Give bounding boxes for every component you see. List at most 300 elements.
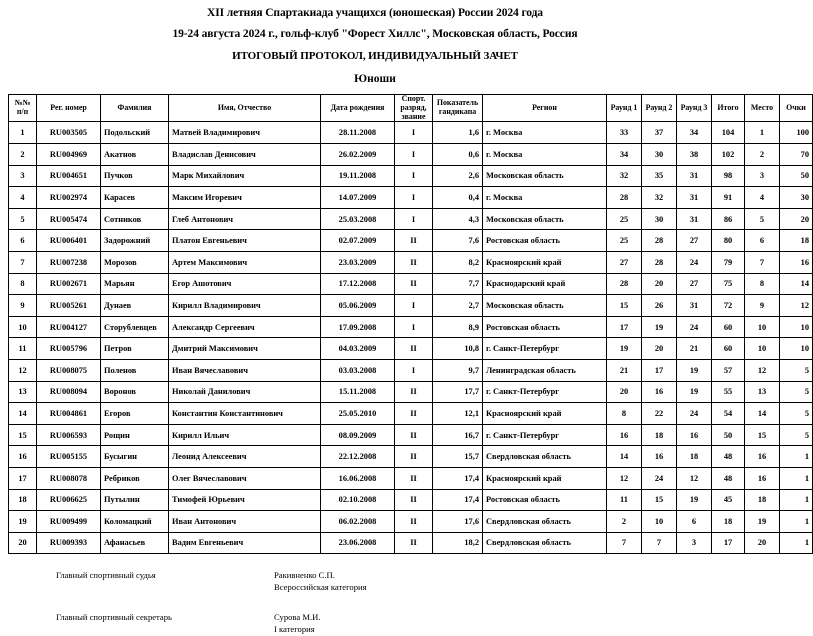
cell-place: 6 [745,230,780,252]
cell-round3: 12 [677,467,712,489]
cell-round2: 19 [642,316,677,338]
cell-region: г. Москва [483,122,607,144]
cell-number: 9 [9,295,37,317]
cell-round3: 6 [677,511,712,533]
document-headings [0,0,750,86]
cell-first-patronymic: Максим Игоревич [169,187,321,209]
cell-birth-date: 08.09.2009 [321,424,395,446]
cell-place: 16 [745,446,780,468]
table-row [9,446,813,468]
cell-total: 91 [712,187,745,209]
cell-last-name: Бусыгин [101,446,169,468]
cell-sport-rank: II [395,230,433,252]
signature-role: Главный спортивный секретарь [56,612,172,623]
cell-number: 13 [9,381,37,403]
cell-handicap: 2,7 [433,295,483,317]
cell-reg-number: RU008094 [37,381,101,403]
column-header-place: Место [745,94,780,122]
table-row [9,187,813,209]
cell-round3: 16 [677,424,712,446]
column-header-reg-number: Рег. номер [37,94,101,122]
cell-region: г. Санкт-Петербург [483,381,607,403]
cell-round2: 30 [642,208,677,230]
cell-points: 10 [780,338,813,360]
cell-round3: 18 [677,446,712,468]
cell-round2: 28 [642,230,677,252]
cell-points: 5 [780,424,813,446]
cell-number: 3 [9,165,37,187]
cell-reg-number: RU004651 [37,165,101,187]
cell-round3: 19 [677,489,712,511]
table-row [9,338,813,360]
cell-round2: 15 [642,489,677,511]
cell-last-name: Карасев [101,187,169,209]
cell-region: г. Москва [483,144,607,166]
cell-round1: 14 [607,446,642,468]
cell-birth-date: 17.09.2008 [321,316,395,338]
cell-last-name: Задорожний [101,230,169,252]
cell-total: 86 [712,208,745,230]
results-table-body [9,122,813,554]
table-row [9,251,813,273]
cell-reg-number: RU008075 [37,359,101,381]
cell-handicap: 2,6 [433,165,483,187]
cell-round2: 10 [642,511,677,533]
cell-handicap: 10,8 [433,338,483,360]
cell-points: 5 [780,403,813,425]
cell-total: 55 [712,381,745,403]
table-row [9,144,813,166]
column-header-round1: Раунд 1 [607,94,642,122]
cell-reg-number: RU006401 [37,230,101,252]
cell-place: 20 [745,532,780,554]
cell-number: 19 [9,511,37,533]
signature-block [0,570,750,635]
signature-category: I категория [274,624,315,635]
cell-place: 10 [745,338,780,360]
column-header-points: Очки [780,94,813,122]
cell-round2: 17 [642,359,677,381]
cell-total: 45 [712,489,745,511]
table-row [9,208,813,230]
cell-round1: 27 [607,251,642,273]
cell-birth-date: 15.11.2008 [321,381,395,403]
cell-round1: 17 [607,316,642,338]
cell-round1: 19 [607,338,642,360]
cell-handicap: 16,7 [433,424,483,446]
cell-region: Ленинградская область [483,359,607,381]
cell-number: 17 [9,467,37,489]
cell-round2: 26 [642,295,677,317]
cell-points: 1 [780,489,813,511]
event-venue-subtitle: 19-24 августа 2024 г., гольф-клуб "Форест Хиллс", Московская область, Россия [172,28,578,41]
cell-first-patronymic: Олег Вячеславович [169,467,321,489]
cell-handicap: 18,2 [433,532,483,554]
cell-region: Московская область [483,165,607,187]
cell-points: 1 [780,532,813,554]
column-header-round3: Раунд 3 [677,94,712,122]
cell-sport-rank: I [395,316,433,338]
cell-first-patronymic: Глеб Антонович [169,208,321,230]
cell-sport-rank: I [395,359,433,381]
cell-round3: 27 [677,273,712,295]
table-row [9,381,813,403]
cell-round2: 28 [642,251,677,273]
column-header-last-name: Фамилия [101,94,169,122]
cell-birth-date: 19.11.2008 [321,165,395,187]
cell-last-name: Воронов [101,381,169,403]
cell-reg-number: RU004969 [37,144,101,166]
table-row [9,467,813,489]
cell-round3: 24 [677,316,712,338]
results-table [8,94,813,554]
cell-round3: 38 [677,144,712,166]
cell-points: 16 [780,251,813,273]
signature-category: Всероссийская категория [274,581,367,592]
cell-first-patronymic: Иван Вячеславович [169,359,321,381]
cell-region: Свердловская область [483,532,607,554]
cell-region: г. Санкт-Петербург [483,424,607,446]
cell-reg-number: RU006593 [37,424,101,446]
cell-birth-date: 25.05.2010 [321,403,395,425]
cell-round3: 31 [677,165,712,187]
column-header-total: Итого [712,94,745,122]
table-row [9,403,813,425]
cell-birth-date: 05.06.2009 [321,295,395,317]
cell-first-patronymic: Кирилл Владимирович [169,295,321,317]
column-header-handicap: Показатель гандикапа [433,94,483,122]
cell-handicap: 0,6 [433,144,483,166]
signature-person [274,612,750,635]
cell-points: 30 [780,187,813,209]
cell-first-patronymic: Платон Евгеньевич [169,230,321,252]
cell-sport-rank: II [395,381,433,403]
cell-reg-number: RU005796 [37,338,101,360]
cell-handicap: 12,1 [433,403,483,425]
cell-number: 12 [9,359,37,381]
cell-handicap: 7,6 [433,230,483,252]
cell-round1: 12 [607,467,642,489]
cell-sport-rank: II [395,532,433,554]
cell-round2: 7 [642,532,677,554]
cell-total: 80 [712,230,745,252]
cell-region: г. Москва [483,187,607,209]
cell-sport-rank: II [395,511,433,533]
cell-number: 1 [9,122,37,144]
cell-round1: 25 [607,208,642,230]
cell-handicap: 4,3 [433,208,483,230]
cell-round1: 7 [607,532,642,554]
cell-region: Краснодарский край [483,273,607,295]
cell-round3: 31 [677,187,712,209]
cell-region: Красноярский край [483,467,607,489]
cell-handicap: 8,2 [433,251,483,273]
cell-total: 48 [712,446,745,468]
cell-round3: 19 [677,359,712,381]
cell-handicap: 17,7 [433,381,483,403]
cell-round1: 2 [607,511,642,533]
cell-round3: 3 [677,532,712,554]
cell-points: 1 [780,446,813,468]
table-row [9,295,813,317]
cell-sport-rank: I [395,165,433,187]
cell-reg-number: RU002671 [37,273,101,295]
cell-points: 14 [780,273,813,295]
cell-birth-date: 02.10.2008 [321,489,395,511]
cell-round2: 16 [642,446,677,468]
column-header-birth-date: Дата рождения [321,94,395,122]
cell-reg-number: RU005474 [37,208,101,230]
cell-last-name: Морозов [101,251,169,273]
cell-total: 50 [712,424,745,446]
table-header-row [9,94,813,122]
cell-place: 2 [745,144,780,166]
cell-number: 8 [9,273,37,295]
cell-points: 12 [780,295,813,317]
cell-round3: 34 [677,122,712,144]
cell-last-name: Марьян [101,273,169,295]
cell-region: Свердловская область [483,511,607,533]
cell-points: 5 [780,381,813,403]
table-row [9,165,813,187]
cell-round2: 24 [642,467,677,489]
cell-first-patronymic: Егор Ашотович [169,273,321,295]
cell-last-name: Пучков [101,165,169,187]
column-header-round2: Раунд 2 [642,94,677,122]
cell-number: 2 [9,144,37,166]
cell-round1: 34 [607,144,642,166]
cell-handicap: 17,4 [433,467,483,489]
cell-sport-rank: II [395,467,433,489]
cell-birth-date: 26.02.2009 [321,144,395,166]
cell-first-patronymic: Матвей Владимирович [169,122,321,144]
cell-sport-rank: I [395,144,433,166]
cell-round1: 15 [607,295,642,317]
table-row [9,532,813,554]
protocol-type-title: ИТОГОВЫЙ ПРОТОКОЛ, ИНДИВИДУАЛЬНЫЙ ЗАЧЕТ [232,49,518,62]
cell-round2: 18 [642,424,677,446]
cell-round1: 20 [607,381,642,403]
cell-handicap: 0,4 [433,187,483,209]
cell-points: 5 [780,359,813,381]
category-title: Юноши [354,72,396,85]
cell-last-name: Путылин [101,489,169,511]
cell-last-name: Дунаев [101,295,169,317]
cell-round1: 32 [607,165,642,187]
cell-birth-date: 23.03.2009 [321,251,395,273]
cell-birth-date: 16.06.2008 [321,467,395,489]
table-row [9,359,813,381]
cell-region: Красноярский край [483,403,607,425]
cell-round2: 20 [642,273,677,295]
column-header-number: №№ п/п [9,94,37,122]
cell-sport-rank: II [395,251,433,273]
cell-handicap: 17,4 [433,489,483,511]
cell-last-name: Коломацкий [101,511,169,533]
cell-first-patronymic: Кирилл Ильич [169,424,321,446]
cell-total: 72 [712,295,745,317]
cell-total: 18 [712,511,745,533]
cell-birth-date: 17.12.2008 [321,273,395,295]
cell-reg-number: RU003505 [37,122,101,144]
cell-total: 60 [712,316,745,338]
cell-round2: 37 [642,122,677,144]
cell-reg-number: RU005261 [37,295,101,317]
cell-sport-rank: I [395,122,433,144]
cell-round3: 19 [677,381,712,403]
cell-handicap: 15,7 [433,446,483,468]
cell-round1: 28 [607,187,642,209]
cell-first-patronymic: Александр Сергеевич [169,316,321,338]
table-row [9,273,813,295]
table-row [9,489,813,511]
cell-handicap: 7,7 [433,273,483,295]
cell-first-patronymic: Артем Максимович [169,251,321,273]
cell-reg-number: RU009499 [37,511,101,533]
cell-first-patronymic: Леонид Алексеевич [169,446,321,468]
cell-sport-rank: II [395,273,433,295]
cell-points: 70 [780,144,813,166]
cell-number: 11 [9,338,37,360]
table-row [9,424,813,446]
cell-reg-number: RU002974 [37,187,101,209]
cell-place: 15 [745,424,780,446]
cell-first-patronymic: Николай Данилович [169,381,321,403]
cell-round2: 32 [642,187,677,209]
signature-role: Главный спортивный судья [56,570,156,581]
cell-points: 10 [780,316,813,338]
column-header-first-patronymic: Имя, Отчество [169,94,321,122]
cell-place: 9 [745,295,780,317]
cell-last-name: Афанасьев [101,532,169,554]
results-table-wrapper [8,93,809,554]
cell-total: 104 [712,122,745,144]
table-row [9,316,813,338]
column-header-region: Регион [483,94,607,122]
cell-birth-date: 06.02.2008 [321,511,395,533]
cell-region: Красноярский край [483,251,607,273]
cell-round3: 27 [677,230,712,252]
cell-round1: 8 [607,403,642,425]
cell-handicap: 8,9 [433,316,483,338]
cell-reg-number: RU004861 [37,403,101,425]
cell-last-name: Егоров [101,403,169,425]
cell-round1: 28 [607,273,642,295]
cell-birth-date: 02.07.2009 [321,230,395,252]
cell-first-patronymic: Константин Константинович [169,403,321,425]
signature-name: Сурова М.И. [274,612,321,623]
cell-number: 16 [9,446,37,468]
cell-place: 13 [745,381,780,403]
cell-last-name: Сторублевцев [101,316,169,338]
table-row [9,122,813,144]
cell-round3: 24 [677,251,712,273]
cell-birth-date: 04.03.2009 [321,338,395,360]
cell-total: 57 [712,359,745,381]
cell-round3: 31 [677,295,712,317]
cell-total: 102 [712,144,745,166]
cell-last-name: Ребриков [101,467,169,489]
cell-round1: 16 [607,424,642,446]
cell-region: г. Санкт-Петербург [483,338,607,360]
cell-sport-rank: II [395,424,433,446]
cell-sport-rank: I [395,208,433,230]
column-header-sport-rank: Спорт. разряд, звание [395,94,433,122]
cell-birth-date: 25.03.2008 [321,208,395,230]
cell-birth-date: 22.12.2008 [321,446,395,468]
cell-round2: 22 [642,403,677,425]
cell-reg-number: RU009393 [37,532,101,554]
cell-round1: 25 [607,230,642,252]
signature-row [56,570,750,593]
cell-round2: 20 [642,338,677,360]
results-table-head [9,94,813,122]
page-title: XII летняя Спартакиада учащихся (юношеская) России 2024 года [207,7,543,19]
cell-sport-rank: II [395,446,433,468]
cell-first-patronymic: Иван Антонович [169,511,321,533]
cell-total: 79 [712,251,745,273]
cell-place: 14 [745,403,780,425]
cell-region: Ростовская область [483,230,607,252]
signature-name: Ракивненко С.П. [274,570,335,581]
cell-points: 1 [780,467,813,489]
cell-number: 4 [9,187,37,209]
cell-place: 10 [745,316,780,338]
cell-first-patronymic: Тимофей Юрьевич [169,489,321,511]
cell-reg-number: RU007238 [37,251,101,273]
cell-sport-rank: II [395,489,433,511]
cell-number: 20 [9,532,37,554]
cell-round3: 31 [677,208,712,230]
cell-last-name: Акатнов [101,144,169,166]
cell-handicap: 1,6 [433,122,483,144]
cell-birth-date: 23.06.2008 [321,532,395,554]
table-row [9,230,813,252]
cell-place: 8 [745,273,780,295]
cell-total: 60 [712,338,745,360]
cell-total: 75 [712,273,745,295]
signature-row [56,612,750,635]
cell-region: Московская область [483,208,607,230]
cell-total: 98 [712,165,745,187]
cell-total: 54 [712,403,745,425]
cell-number: 15 [9,424,37,446]
cell-number: 5 [9,208,37,230]
cell-number: 14 [9,403,37,425]
cell-sport-rank: II [395,403,433,425]
cell-points: 100 [780,122,813,144]
cell-sport-rank: I [395,187,433,209]
cell-round2: 16 [642,381,677,403]
cell-place: 16 [745,467,780,489]
cell-reg-number: RU004127 [37,316,101,338]
cell-region: Московская область [483,295,607,317]
cell-handicap: 9,7 [433,359,483,381]
cell-first-patronymic: Марк Михайлович [169,165,321,187]
cell-round1: 33 [607,122,642,144]
cell-birth-date: 28.11.2008 [321,122,395,144]
cell-total: 48 [712,467,745,489]
cell-reg-number: RU006625 [37,489,101,511]
cell-place: 4 [745,187,780,209]
cell-reg-number: RU008078 [37,467,101,489]
signature-person [274,570,750,593]
cell-round2: 35 [642,165,677,187]
cell-number: 7 [9,251,37,273]
cell-round3: 24 [677,403,712,425]
cell-round3: 21 [677,338,712,360]
cell-handicap: 17,6 [433,511,483,533]
